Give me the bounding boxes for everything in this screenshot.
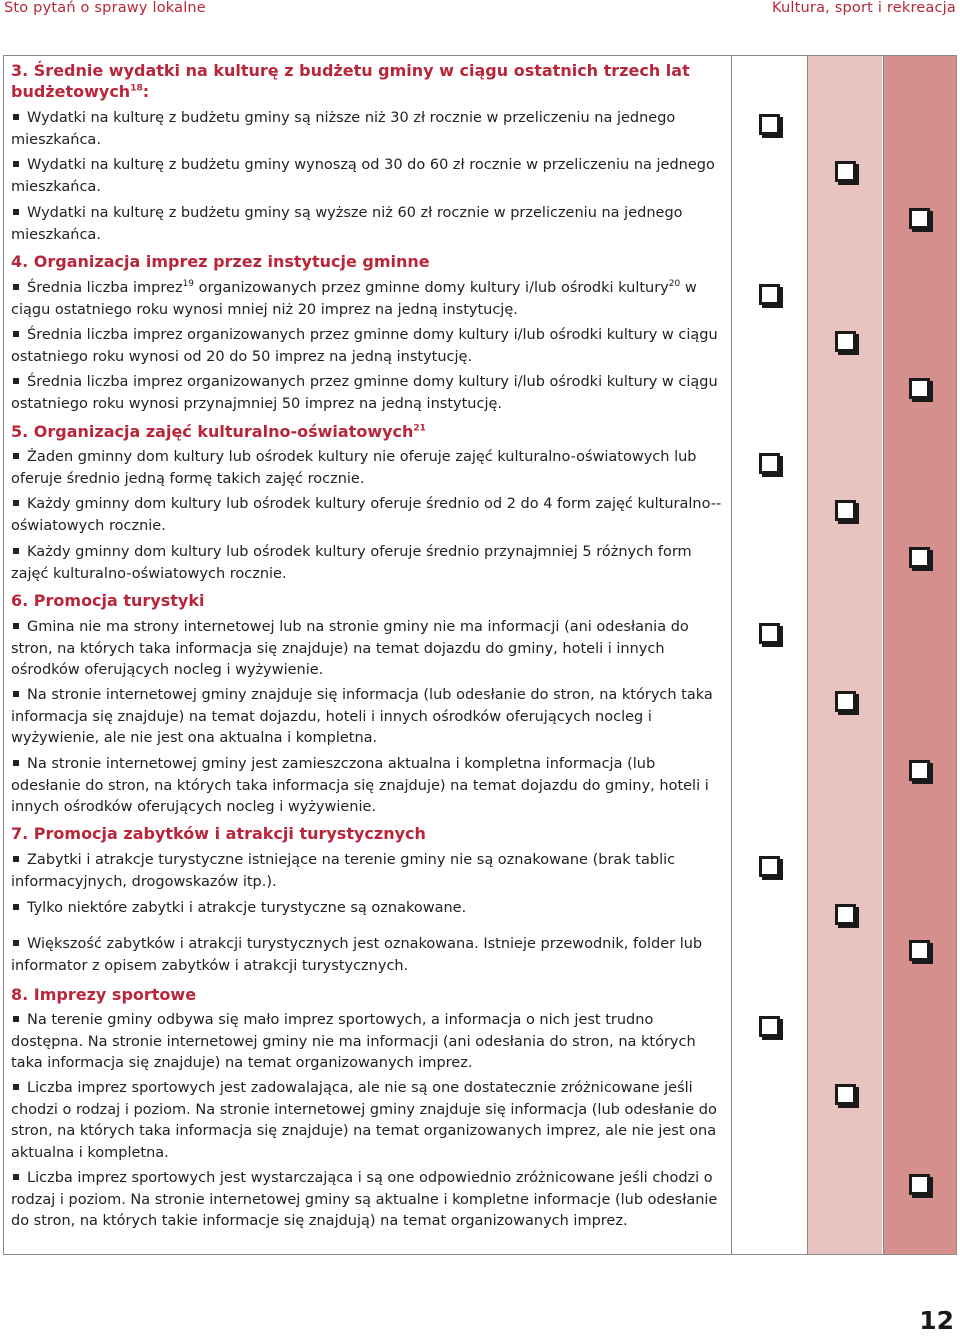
checkbox-icon[interactable] — [909, 1174, 930, 1195]
section-heading-8: 8. Imprezy sportowe — [11, 985, 197, 1004]
list-item: Średnia liczba imprez organizowanych przez gminne domy kultury i/lub ośrodki kultury w ciągu ostatniego roku wynosi od 20 do 50 imprez na jedną instytucję. — [11, 327, 718, 365]
list-item: Gmina nie ma strony internetowej lub na stronie gminy nie ma informacji (ani odesłania do stron, na których taka informacja się znajduje) na temat dojazdu do gminy, hoteli i innych ośrodków oferujących nocleg i wyżywienie. — [11, 619, 689, 678]
list-item: Zabytki i atrakcje turystyczne istniejące na terenie gminy nie są oznakowane (brak tablic informacyjnych, drogowskazów itp.). — [11, 852, 676, 890]
list-item: Tylko niektóre zabytki i atrakcje turystyczne są oznakowane. — [11, 898, 723, 920]
list-item: Na terenie gminy odbywa się mało imprez sportowych, a informacja o nich jest trudno dostępna. Na stronie internetowej gminy nie ma informacji (ani odesłania do stron, na których taka informacja się znajduje) na temat organizowanych imprez. — [11, 1012, 696, 1071]
list-item: Liczba imprez sportowych jest zadowalająca, ale nie są one dostatecznie zróżnicowane jeśli chodzi o rodzaj i poziom. Na stronie internetowej gminy znajduje się informacja (lub odesłanie do stron, na których taka informacja się znajduje) na temat organizowanych imprez, ale nie jest ona aktualna i kompletna. — [11, 1080, 717, 1161]
checkbox-icon[interactable] — [835, 161, 856, 182]
list-item: Na stronie internetowej gminy znajduje się informacja (lub odesłanie do stron, na których taka informacja się znajduje) na temat dojazdu, hoteli i innych ośrodków oferujących nocleg i wyżywienie, ale nie jest ona aktualna i kompletna. — [11, 687, 713, 746]
checkbox-icon[interactable] — [759, 284, 780, 305]
list-item: Wydatki na kulturę z budżetu gminy są wyższe niż 60 zł rocznie w przeliczeniu na jednego mieszkańca. — [11, 205, 683, 243]
checkbox-icon[interactable] — [759, 114, 780, 135]
checkbox-icon[interactable] — [835, 691, 856, 712]
checkbox-icon[interactable] — [759, 453, 780, 474]
checkbox-icon[interactable] — [835, 1084, 856, 1105]
section-heading-6: 6. Promocja turystyki — [11, 591, 205, 610]
checkbox-icon[interactable] — [835, 500, 856, 521]
checkbox-icon[interactable] — [909, 208, 930, 229]
checkbox-icon[interactable] — [909, 378, 930, 399]
checkbox-icon[interactable] — [909, 760, 930, 781]
column-divider — [731, 55, 732, 1255]
checkbox-icon[interactable] — [909, 940, 930, 961]
column-divider — [807, 55, 808, 1255]
checkbox-icon[interactable] — [835, 904, 856, 925]
checkbox-icon[interactable] — [759, 856, 780, 877]
header-left: Sto pytań o sprawy lokalne — [4, 0, 206, 16]
section-heading-3: 3. Średnie wydatki na kulturę z budżetu gminy w ciągu ostatnich trzech lat budżetowych$^{18}$: — [11, 61, 690, 101]
list-item: Na stronie internetowej gminy jest zamieszczona aktualna i kompletna informacja (lub odesłanie do stron, na których taka informacja się znajduje) na temat dojazdu do gminy, hoteli i innych ośrodków oferujących nocleg i wyżywienie. — [11, 756, 709, 815]
page-number: 12 — [919, 1306, 954, 1335]
list-item: Wydatki na kulturę z budżetu gminy są niższe niż 30 zł rocznie w przeliczeniu na jednego mieszkańca. — [11, 110, 676, 148]
list-item: Średnia liczba imprez organizowanych przez gminne domy kultury i/lub ośrodki kultury w ciągu ostatniego roku wynosi przynajmniej 50 imprez na jedną instytucję. — [11, 374, 718, 412]
list-item: Żaden gminny dom kultury lub ośrodek kultury nie oferuje zajęć kulturalno-oświatowych lub oferuje średnio jedną formę takich zajęć rocznie. — [11, 449, 697, 487]
section-heading-4: 4. Organizacja imprez przez instytucje gminne — [11, 252, 430, 271]
list-item: Wydatki na kulturę z budżetu gminy wynoszą od 30 do 60 zł rocznie w przeliczeniu na jednego mieszkańca. — [11, 157, 715, 195]
checkbox-icon[interactable] — [759, 623, 780, 644]
list-item: Średnia liczba imprez$^{19}$ organizowanych przez gminne domy kultury i/lub ośrodki kultury$^{20}$ w ciągu ostatniego roku wynosi mniej niż 20 imprez na jedną instytucję. — [11, 279, 697, 318]
section-heading-5: 5. Organizacja zajęć kulturalno-oświatowych$^{21}$ — [11, 422, 426, 441]
checkbox-icon[interactable] — [759, 1016, 780, 1037]
checkbox-icon[interactable] — [909, 547, 930, 568]
list-item: Liczba imprez sportowych jest wystarczająca i są one odpowiednio zróżnicowane jeśli chodzi o rodzaj i poziom. Na stronie internetowej gminy są aktualne i kompletne informacje (lub odesłanie do stron, na których takie informacje się znajdują) na temat organizowanych imprez. — [11, 1170, 718, 1229]
list-item: Każdy gminny dom kultury lub ośrodek kultury oferuje średnio przynajmniej 5 różnych form zajęć kulturalno-oświatowych rocznie. — [11, 544, 692, 582]
column-divider — [883, 55, 884, 1255]
section-heading-7: 7. Promocja zabytków i atrakcji turystycznych — [11, 824, 426, 843]
checkbox-icon[interactable] — [835, 331, 856, 352]
list-item: Każdy gminny dom kultury lub ośrodek kultury oferuje średnio od 2 do 4 form zajęć kulturalno--oświatowych rocznie. — [11, 496, 722, 534]
list-item: Większość zabytków i atrakcji turystycznych jest oznakowana. Istnieje przewodnik, folder lub informator z opisem zabytków i atrakcji turystycznych. — [11, 936, 703, 974]
header-right: Kultura, sport i rekreacja — [772, 0, 956, 16]
